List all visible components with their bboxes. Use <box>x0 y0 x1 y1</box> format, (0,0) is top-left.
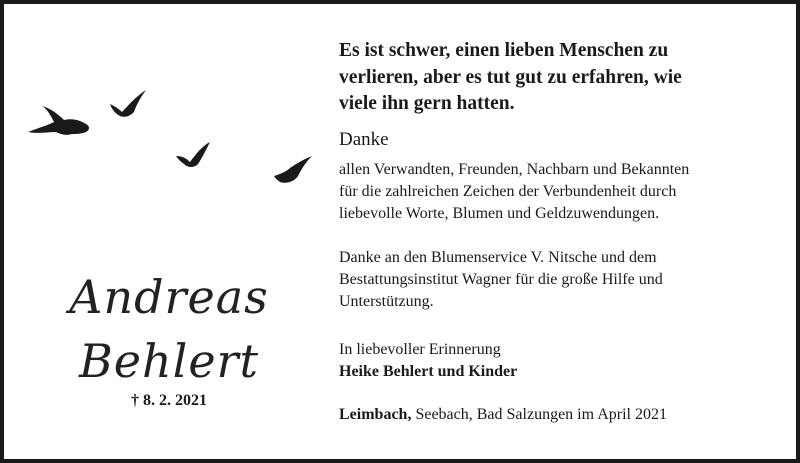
bird-3 <box>176 142 210 167</box>
thanks-line: liebevolle Worte, Blumen und Geldzuwendungen. <box>339 205 660 222</box>
lead-line: viele ihn gern hatten. <box>339 93 515 114</box>
services-line: Bestattungsinstitut Wagner für die große Hilfe und <box>339 271 663 288</box>
thanks-line: allen Verwandten, Freunden, Nachbarn und Bekannten <box>339 161 690 178</box>
danke-heading: Danke <box>339 129 389 150</box>
family-signature: Heike Behlert und Kinder <box>339 363 518 380</box>
lead-line: verlieren, aber es tut gut zu erfahren, wie <box>339 66 682 88</box>
place-secondary: Seebach, Bad Salzungen im April 2021 <box>411 406 667 423</box>
death-date: † 8. 2. 2021 <box>131 392 207 409</box>
lead-line: Es ist schwer, einen lieben Menschen zu <box>339 40 669 61</box>
lead-quote <box>339 38 779 118</box>
services-line: Danke an den Blumenservice V. Nitsche und dem <box>339 249 657 266</box>
deceased-last-name: Behlert <box>78 334 260 388</box>
bird-1 <box>28 106 89 135</box>
place-date <box>339 404 779 426</box>
deceased-first-name: Andreas <box>69 270 269 324</box>
place-primary: Leimbach, <box>339 406 412 423</box>
bird-4 <box>274 156 312 183</box>
memory-intro: In liebevoller Erinnerung <box>339 341 501 358</box>
flying-birds-icon <box>24 84 334 194</box>
memory-block <box>339 339 779 383</box>
thanks-line: für die zahlreichen Zeichen der Verbundenheit durch <box>339 183 677 200</box>
services-line: Unterstützung. <box>339 293 434 310</box>
thanks-paragraph <box>339 159 779 225</box>
services-paragraph <box>339 247 779 313</box>
bird-2 <box>110 90 146 117</box>
